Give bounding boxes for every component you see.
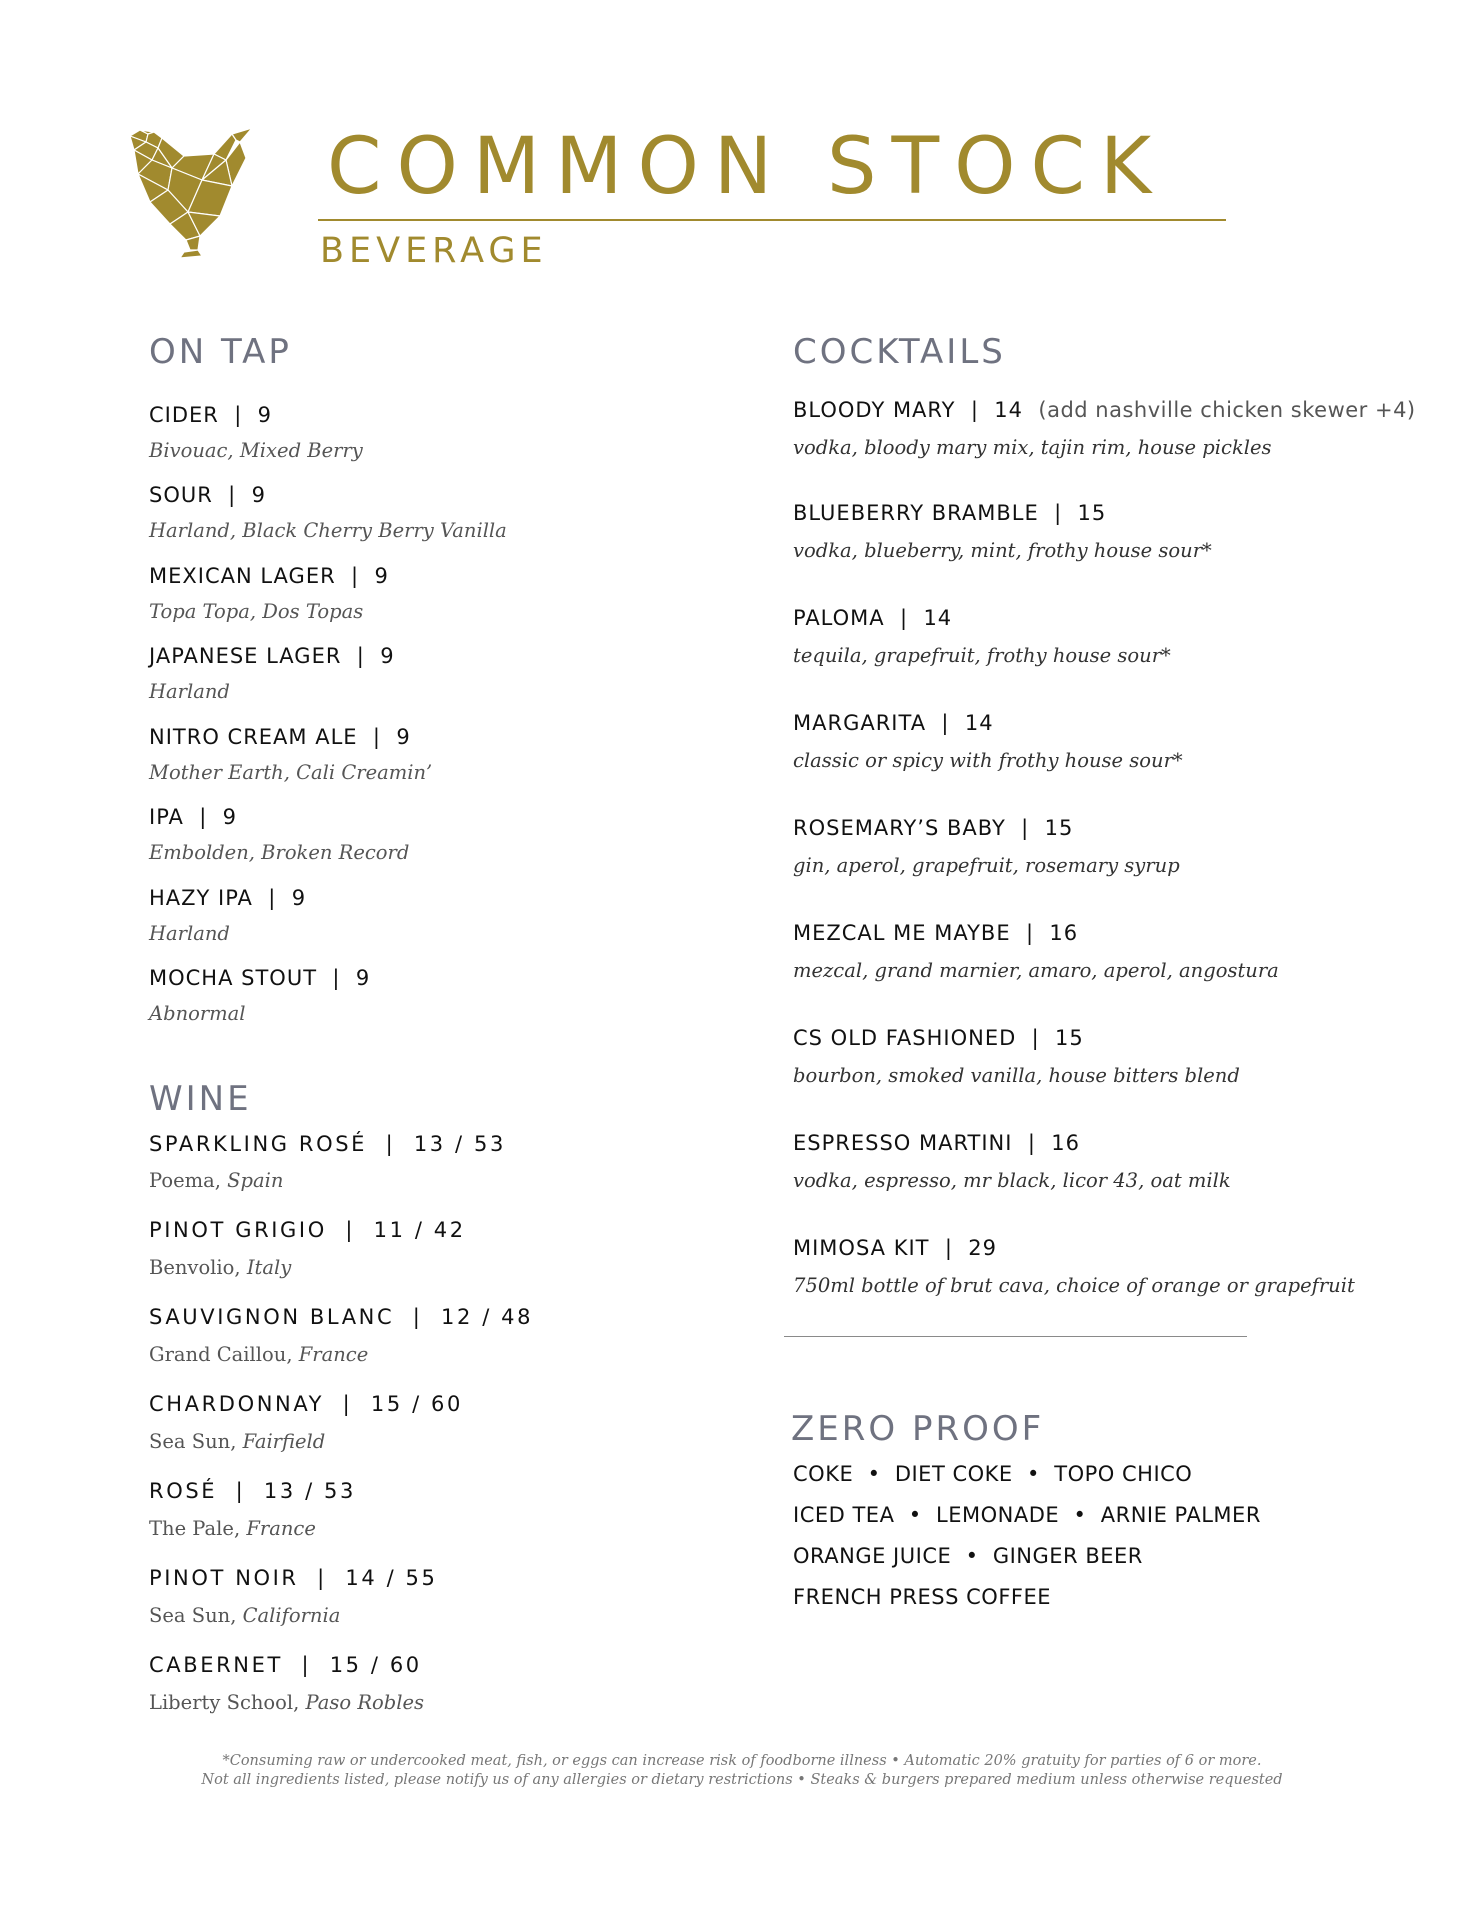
- tap-item-name: IPA | 9: [149, 805, 238, 829]
- wine-item-origin: Liberty School, Paso Robles: [149, 1691, 425, 1714]
- cocktail-item-name: ESPRESSO MARTINI | 16: [793, 1131, 1080, 1155]
- cocktail-item-desc: gin, aperol, grapefruit, rosemary syrup: [793, 854, 1180, 877]
- section-title-on-tap: ON TAP: [149, 332, 292, 372]
- zero-proof-line: FRENCH PRESS COFFEE: [793, 1585, 1052, 1609]
- tap-item-desc: Harland: [149, 680, 230, 703]
- brand-subtitle: BEVERAGE: [320, 231, 548, 271]
- tap-item-desc: Harland: [149, 922, 230, 945]
- tap-item-desc: Bivouac, Mixed Berry: [149, 439, 363, 462]
- cocktail-item-name: BLUEBERRY BRAMBLE | 15: [793, 501, 1107, 525]
- cocktail-item-desc: vodka, espresso, mr black, licor 43, oat milk: [793, 1169, 1231, 1192]
- cocktail-item-desc: mezcal, grand marnier, amaro, aperol, angostura: [793, 959, 1279, 982]
- wine-item-origin: Poema, Spain: [149, 1169, 284, 1192]
- wine-item-name: ROSÉ | 13 / 53: [149, 1479, 356, 1503]
- wine-item-name: CABERNET | 15 / 60: [149, 1653, 422, 1677]
- tap-item-name: HAZY IPA | 9: [149, 886, 307, 910]
- cocktail-item-name: PALOMA | 14: [793, 606, 953, 630]
- cocktail-item-name: CS OLD FASHIONED | 15: [793, 1026, 1084, 1050]
- wine-item-origin: Sea Sun, Fairfield: [149, 1430, 326, 1453]
- tap-item-name: NITRO CREAM ALE | 9: [149, 725, 411, 749]
- brand-title: COMMON STOCK: [327, 122, 1167, 212]
- tap-item-desc: Topa Topa, Dos Topas: [149, 600, 364, 623]
- footer-disclaimer-line-2: Not all ingredients listed, please notify us of any allergies or dietary restrictions • Steaks & burgers prepared medium unless otherwise requested: [201, 1772, 1283, 1788]
- wine-item-name: CHARDONNAY | 15 / 60: [149, 1392, 463, 1416]
- wine-item-origin: Benvolio, Italy: [149, 1256, 292, 1279]
- geometric-chicken-icon: [128, 128, 260, 264]
- cocktail-item-desc: tequila, grapefruit, frothy house sour*: [793, 644, 1171, 667]
- section-title-zero-proof: ZERO PROOF: [791, 1409, 1045, 1449]
- brand-underline: [318, 219, 1226, 221]
- wine-item-name: PINOT NOIR | 14 / 55: [149, 1566, 438, 1590]
- zero-proof-line: ICED TEA • LEMONADE • ARNIE PALMER: [793, 1503, 1261, 1527]
- wine-item-origin: Sea Sun, California: [149, 1604, 341, 1627]
- cocktail-item-desc: classic or spicy with frothy house sour*: [793, 749, 1183, 772]
- section-title-wine: WINE: [149, 1079, 252, 1119]
- cocktail-item-name: MEZCAL ME MAYBE | 16: [793, 921, 1079, 945]
- cocktail-item-name: BLOODY MARY | 14 (add nashville chicken skewer +4): [793, 398, 1416, 422]
- cocktail-item-desc: 750ml bottle of brut cava, choice of orange or grapefruit: [793, 1274, 1355, 1297]
- menu-header: [0, 0, 1484, 300]
- section-title-cocktails: COCKTAILS: [793, 332, 1006, 372]
- cocktail-item-desc: bourbon, smoked vanilla, house bitters blend: [793, 1064, 1240, 1087]
- section-divider: [784, 1336, 1247, 1337]
- cocktail-item-desc: vodka, bloody mary mix, tajin rim, house pickles: [793, 436, 1272, 459]
- tap-item-desc: Embolden, Broken Record: [149, 841, 410, 864]
- tap-item-name: JAPANESE LAGER | 9: [149, 644, 395, 668]
- wine-item-name: SAUVIGNON BLANC | 12 / 48: [149, 1305, 534, 1329]
- tap-item-desc: Mother Earth, Cali Creamin’: [149, 761, 433, 784]
- tap-item-desc: Abnormal: [149, 1002, 246, 1025]
- wine-item-origin: The Pale, France: [149, 1517, 316, 1540]
- tap-item-desc: Harland, Black Cherry Berry Vanilla: [149, 519, 507, 542]
- cocktail-item-desc: vodka, blueberry, mint, frothy house sour*: [793, 539, 1212, 562]
- tap-item-name: CIDER | 9: [149, 403, 273, 427]
- tap-item-name: MEXICAN LAGER | 9: [149, 564, 389, 588]
- tap-item-name: MOCHA STOUT | 9: [149, 966, 371, 990]
- wine-item-name: SPARKLING ROSÉ | 13 / 53: [149, 1132, 506, 1156]
- tap-item-name: SOUR | 9: [149, 483, 266, 507]
- footer-disclaimer-line-1: *Consuming raw or undercooked meat, fish, or eggs can increase risk of foodborne illness • Automatic 20% gratuity for parties of 6 or more.: [222, 1753, 1262, 1769]
- zero-proof-line: COKE • DIET COKE • TOPO CHICO: [793, 1462, 1193, 1486]
- zero-proof-line: ORANGE JUICE • GINGER BEER: [793, 1544, 1143, 1568]
- wine-item-origin: Grand Caillou, France: [149, 1343, 369, 1366]
- wine-item-name: PINOT GRIGIO | 11 / 42: [149, 1218, 466, 1242]
- cocktail-item-name: MIMOSA KIT | 29: [793, 1236, 998, 1260]
- cocktail-item-name: ROSEMARY’S BABY | 15: [793, 816, 1074, 840]
- cocktail-item-note: (add nashville chicken skewer +4): [1038, 398, 1416, 422]
- cocktail-item-name: MARGARITA | 14: [793, 711, 994, 735]
